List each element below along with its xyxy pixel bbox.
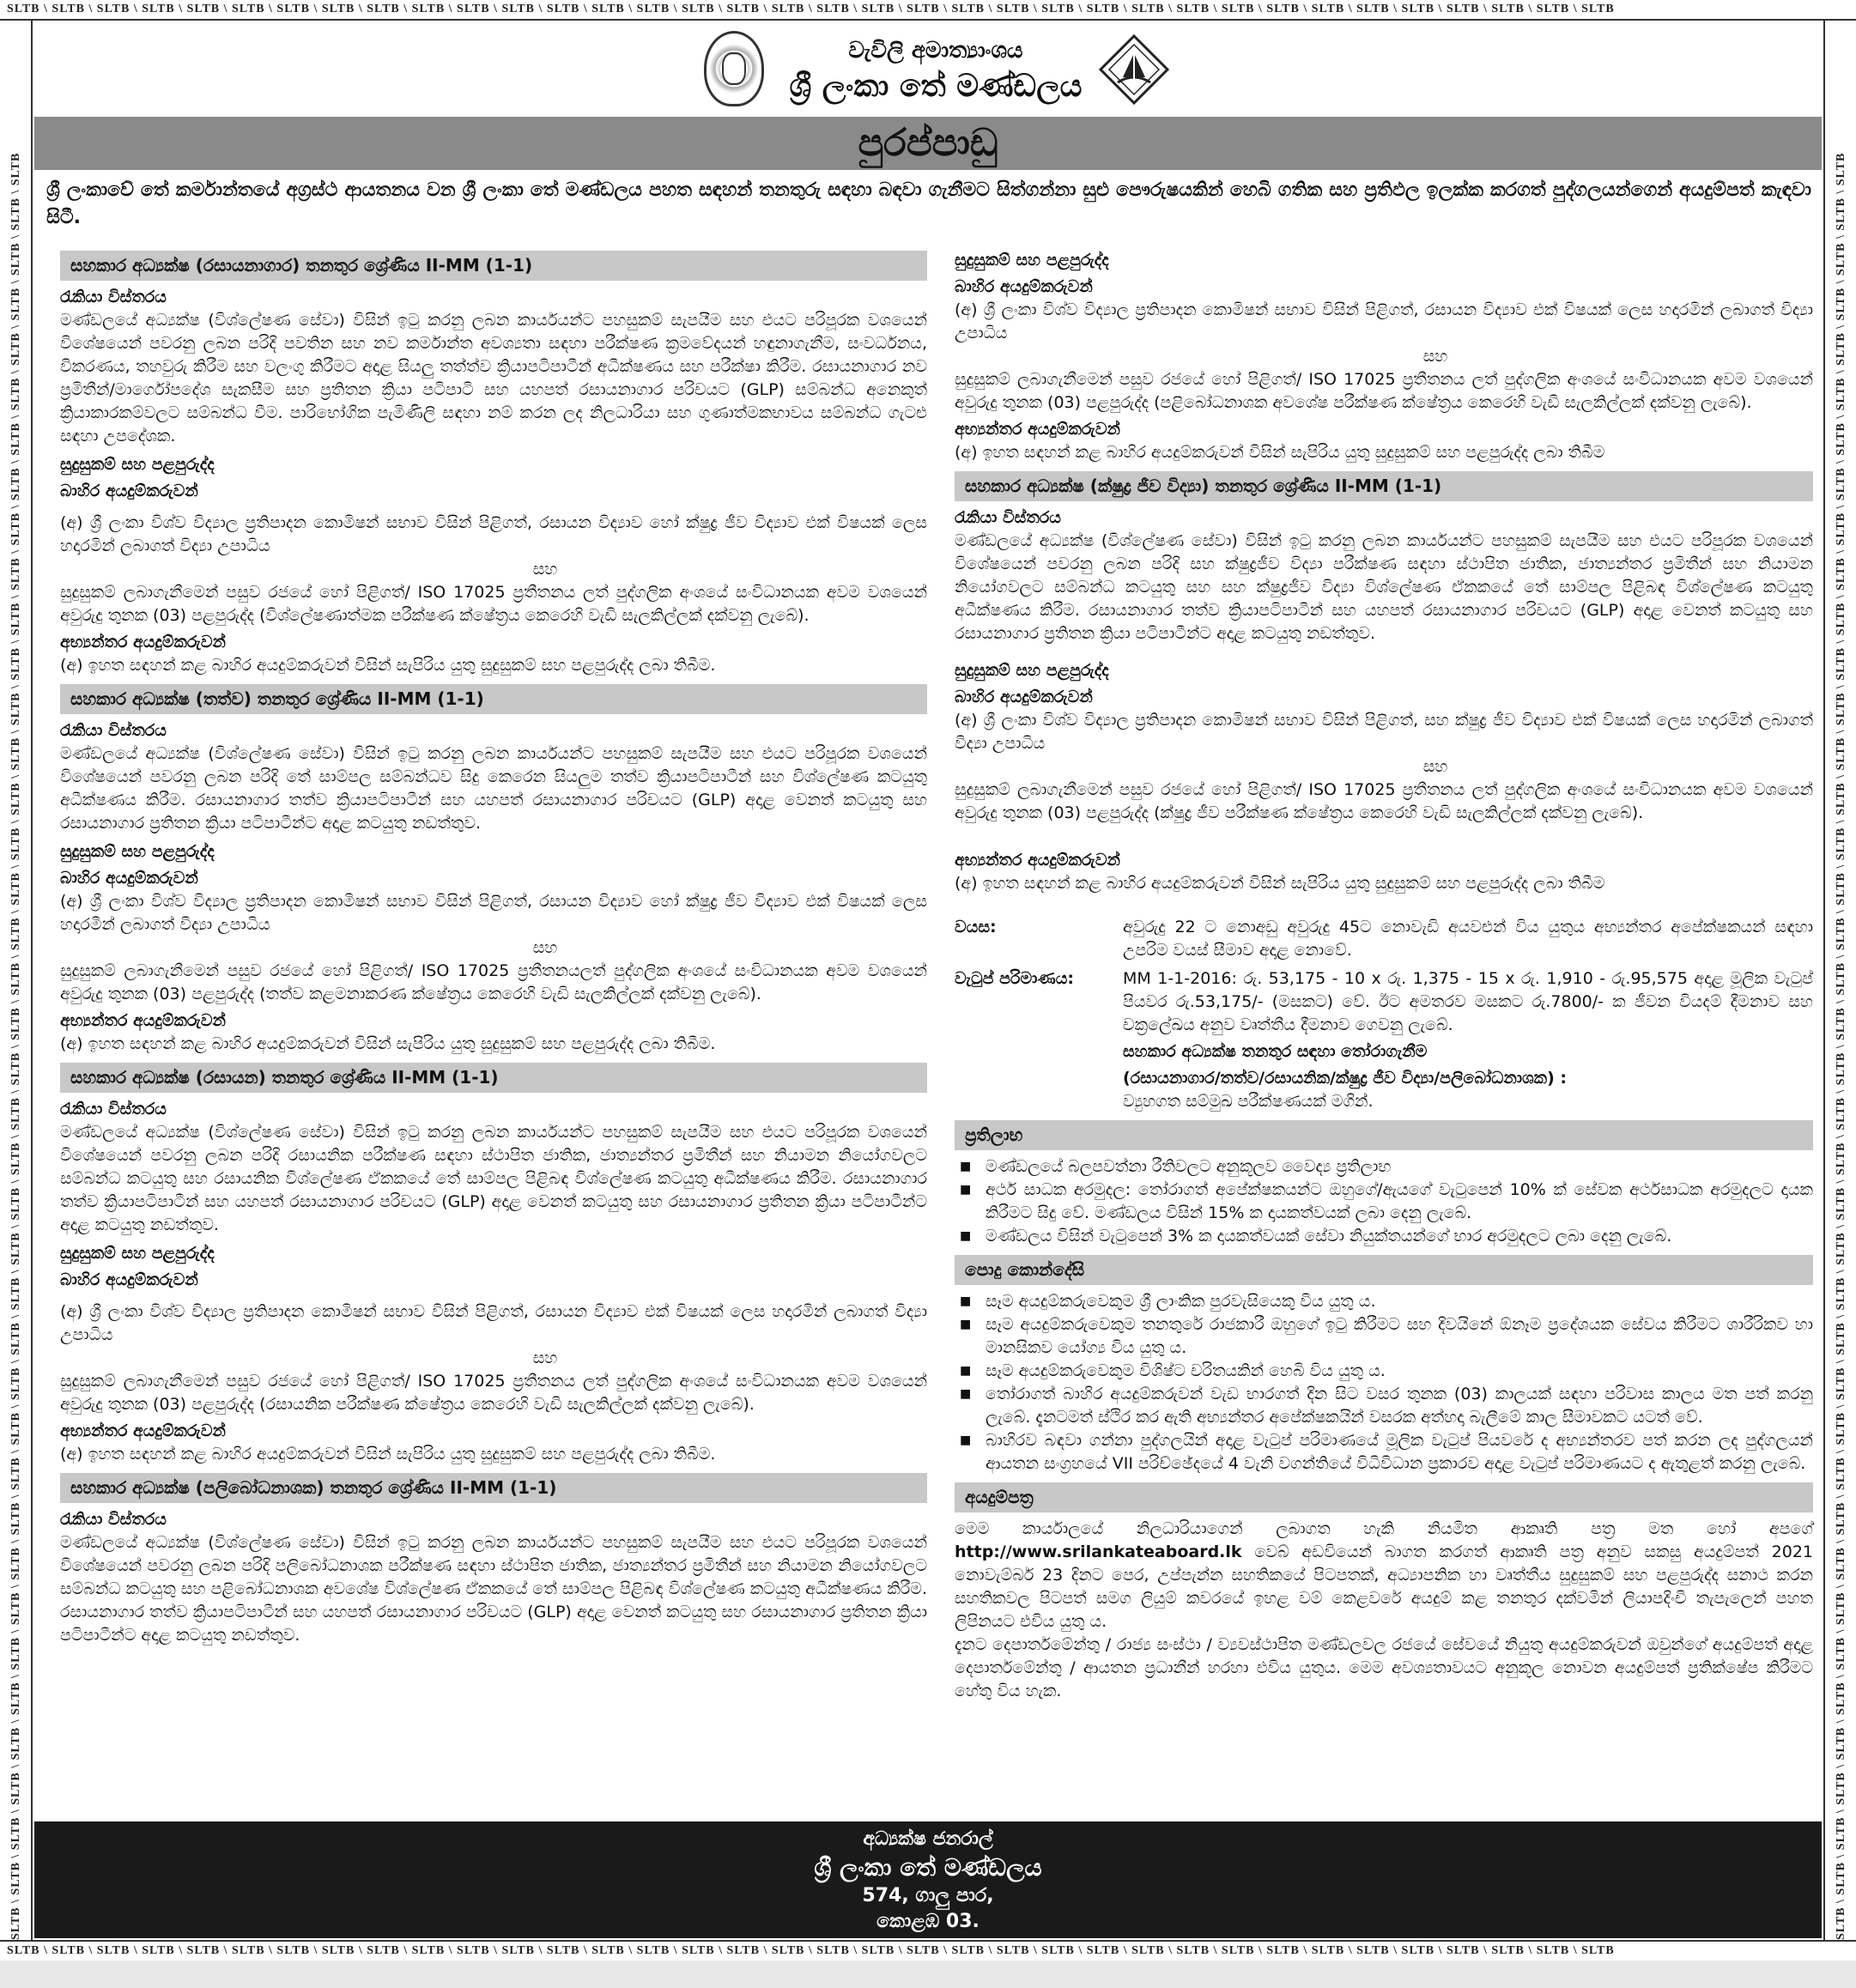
selection-block — [955, 1040, 1813, 1113]
post-lab-title: සහකාර අධ්‍යක්ෂ (රසායනාගාර) තනතුර ශ්‍රේණිය II-MM (1-1) — [60, 251, 927, 281]
left-column — [60, 244, 927, 1647]
and-label: සහ — [1422, 757, 1448, 776]
post-pest-ext-b: සුදුසුකම් ලබාගැනීමෙන් පසුව රජයේ හෝ පිළිගත්/ ISO 17025 ප්‍රතීතනය ලත් පුද්ගලික අංශයේ සංවිධානයක අවම වශයෙන් අවුරුදු තුනක (03) පළපුරුද්ද (පළිබෝධනාශක අවශේෂ පරීක්ෂණ ක්ෂේත්‍රය කෙරෙහි වැඩි සැලකිල්ලක් දක්වනු ලැබේ). — [955, 370, 1813, 412]
board-name: ශ්‍රී ලංකා තේ මණ්ඩලය — [789, 69, 1083, 104]
age-requirement — [955, 916, 1813, 962]
post-lab-ext-b: සුදුසුකම් ලබාගැනීමෙන් පසුව රජයේ හෝ පිළිගත්/ ISO 17025 ප්‍රතීතනය ලත් පුද්ගලික අංශයේ සංවිධානයක අවම වශයෙන් අවුරුදු තුනක (03) පළපුරුද්ද (විශ්ලේෂණාත්මක පරීක්ෂණ ක්ෂේත්‍රය කෙරෙහි වැඩි සැලකිල්ලක් දක්වනු ලැබේ). — [60, 583, 927, 625]
and-label: සහ — [532, 1349, 558, 1367]
post-lab-internal: (අ) ඉහත සඳහන් කළ බාහිර අයදුම්කරුවන් විසින් සැපිරිය යුතු සුදුසුකම් සහ පළපුරුද්ද ලබා තිබීම. — [60, 656, 716, 675]
title-banner — [34, 117, 1822, 170]
post-chem-title: සහකාර අධ්‍යක්ෂ (රසායන) තනතුර ශ්‍රේණිය II-MM (1-1) — [60, 1063, 927, 1093]
duties-heading: රැකියා විස්තරය — [60, 288, 167, 306]
border-left — [0, 21, 33, 1940]
external-heading: බාහිර අයදුම්කරුවන් — [60, 482, 198, 500]
duties-heading: රැකියා විස්තරය — [60, 1100, 167, 1118]
content — [34, 22, 1822, 1938]
application-paragraph-2: දැනට දෙපාර්තමේන්තු / රාජ්‍ය සංස්ථා / ව්‍යවස්ථාපිත මණ්ඩලවල රජයේ සේවයේ නියුතු අයදුම්කරුවන් ඔවුන්ගේ අයදුම්පත් අදාළ දෙපාර්තමේන්තු / ආයතන ප්‍රධානීන් හරහා එවිය යුතුය. මෙම අවශ්‍යතාවයට අනුකූල නොවන අයදුම්පත් ප්‍රතික්ෂේප කිරීමට හේතු විය හැක. — [955, 1635, 1813, 1700]
selection-title: සහකාර අධ්‍යක්ෂ තනතුර සඳහා තෝරාගැනීම — [1123, 1042, 1428, 1061]
benefit-item: ■ මණ්ඩලය විසින් වැටුපෙන් 3% ක දායකත්වයක් සේවා නියුක්තයන්ගේ භාර අරමුදලට ලබා දෙනු ලැබේ. — [955, 1225, 1813, 1248]
post-pest-duties: මණ්ඩලයේ අධ්‍යක්ෂ (විශ්ලේෂණ සේවා) විසින් ඉටු කරනු ලබන කාර්යයන්ට පහසුකම් සැපයීම සහ එයට පරිපූරක වශයෙන් විශේෂයෙන් පවරනු ලබන පරිදි පලිබෝධනාශක පරීක්ෂණ සඳහා ස්ථාපිත ජාතික, ජාත්‍යන්තර ප්‍රමිතීන් සහ නියාමන නියෝගවලට සම්බන්ධ කටයුතු සහ පළිබෝධනාශක අවශේෂ විශ්ලේෂණ ඒකකයේ තේ සාම්පල පිළිබඳ විශ්ලේෂණ කටයුතු අධීක්ෂණය කිරීම. රසායනාගාර තත්ව ක්‍රියාපටිපාටීන් සහ යහපත් රසායනාගාර පරිචයට (GLP) අදාළ වෙනත් කටයුතු සහ රසායනාගාර ප්‍රතිතන ක්‍රියා පටිපාටීන්ට අදාළ කටයුතු නඩත්තුව. — [60, 1533, 927, 1645]
external-heading: බාහිර අයදුම්කරුවන් — [60, 1270, 198, 1289]
external-heading: බාහිර අයදුම්කරුවන් — [955, 277, 1093, 296]
post-quality-ext-a: (අ) ශ්‍රී ලංකා විශ්ව විද්‍යාල ප්‍රතිපාදන කොමිෂන් සභාව විසින් පිළිගත්, රසායන විද්‍යාව හෝ ක්ෂුද්‍ර ජීව විද්‍යාව එක් විෂයක් ලෙස හදාරමින් ලබාගත් විද්‍යා උපාධිය — [60, 892, 927, 934]
condition-item: ■ සෑම අයදුම්කරුවෙකුම ශ්‍රී ලාංකික පුරවැසියෙකු විය යුතු ය. — [955, 1290, 1813, 1313]
and-label: සහ — [532, 560, 558, 579]
website-link[interactable]: http://www.srilankateaboard.lk — [955, 1543, 1242, 1561]
selection-method: ව්‍යුහගත සම්මුඛ පරීක්ෂණයක් මගින්. — [1123, 1092, 1374, 1111]
salary-text: MM 1-1-2016: රු. 53,175 - 10 x රු. 1,375 - 15 x රු. 1,910 - රු.95,575 අදාළ මූලික වැටුප් පියවර රු.53,175/- (මසකට) වේ. ඊට අමතරව මසකට රු.7800/- ක ජීවන වියදම් දීමනාව සහ චක්‍රලේඛය අනුව වෘත්තීය දීමනාව ගෙවනු ලැබේ. — [1123, 969, 1813, 1034]
bottom-band — [0, 1961, 1856, 1988]
post-quality-title: සහකාර අධ්‍යක්ෂ (තත්ව) තනතුර ශ්‍රේණිය II-MM (1-1) — [60, 684, 927, 714]
post-quality-duties: මණ්ඩලයේ අධ්‍යක්ෂ (විශ්ලේෂණ සේවා) විසින් ඉටු කරනු ලබන කාර්යයන්ට පහසුකම් සැපයීම සහ එයට පරිපූරක වශයෙන් විශේෂයෙන් පවරනු ලබන පරිදි තේ සාම්පල සම්බන්ධව සිදු කෙරෙන සියලුම තත්ව ක්‍රියාපටිපාටීන් සහ විශ්ලේෂණ කටයුතු අධීක්ෂණය කිරීම. රසායනාගාර තත්ව ක්‍රියාපටිපාටීන් සහ යහපත් රසායනාගාර පරිචයට (GLP) අදාළ වෙනත් කටයුතු සහ රසායනාගාර ප්‍රතිතන ක්‍රියා පටිපාටීන්ට අදාළ කටයුතු නඩත්තුව. — [60, 744, 927, 833]
tea-board-logo-icon — [1099, 34, 1169, 105]
pest-quals-heading: සුදුසුකම් සහ පළපුරුද්ද — [955, 251, 1109, 270]
conditions-title: පොදු කොන්දේසි — [955, 1255, 1813, 1285]
ministry-name: වැවිලි අමාත්‍යාංශය — [848, 38, 1023, 64]
condition-item: ■ සෑම අයදුම්කරුවෙකුම තනතුරේ රාජකාරී ඔහුගේ ඉටු කිරීමට සහ දිවයිනේ ඕනෑම ප්‍රදේශයක සේවය කිරීමට ශාරීරිකව හා මානසිකව යෝග්‍ය විය යුතු ය. — [955, 1313, 1813, 1360]
internal-heading: අභ්‍යන්තර අයදුම්කරුවන් — [60, 1421, 226, 1440]
internal-heading: අභ්‍යන්තර අයදුම්කරුවන් — [955, 851, 1120, 870]
post-chem-duties: මණ්ඩලයේ අධ්‍යක්ෂ (විශ්ලේෂණ සේවා) විසින් ඉටු කරනු ලබන කාර්යයන්ට පහසුකම් සැපයීම සහ එයට පරිපූරක වශයෙන් විශේෂයෙන් පවරනු ලබන පරිදි රසායනික පරීක්ෂණ සඳහා ස්ථාපිත ජාතික, ජාත්‍යන්තර ප්‍රමිතීන් සහ නියාමන නියෝගවලට සම්බන්ධ කටයුතු සහ රසායනික විශ්ලේෂණ ඒකකයේ තේ සාම්පල පිළිබඳ විශ්ලේෂණ කටයුතු අධීක්ෂණය කිරීම. රසායනාගාර තත්ව ක්‍රියාපටිපාටීන් සහ යහපත් රසායනාගාර පරිචයට (GLP) අදාළ වෙනත් කටයුතු සහ රසායනාගාර ප්‍රතිතන ක්‍රියා පටිපාටීන්ට අදාළ කටයුතු නඩත්තුව. — [60, 1123, 927, 1234]
post-chem-internal: (අ) ඉහත සඳහන් කළ බාහිර අයදුම්කරුවන් විසින් සැපිරිය යුතු සුදුසුකම් සහ පළපුරුද්ද ලබා තිබීම. — [60, 1445, 716, 1464]
post-pest-title: සහකාර අධ්‍යක්ෂ (පලිබෝධනාශක) තනතුර ශ්‍රේණිය II-MM (1-1) — [60, 1473, 927, 1503]
spacer — [60, 1292, 927, 1300]
application-text-a: මෙම කාර්යාලයේ නිලධාරියාගෙන් ලබාගත හැකි නියමිත ආකෘති පත්‍ර මත හෝ අපගේ — [955, 1519, 1813, 1538]
footer-address — [34, 1821, 1822, 1938]
post-lab-duties: මණ්ඩලයේ අධ්‍යක්ෂ (විශ්ලේෂණ සේවා) විසින් ඉටු කරනු ලබන කාර්යයන්ට පහසුකම් සැපයීම සහ එයට පරිපූරක වශයෙන් විශේෂයෙන් පවරනු ලබන පරිදි පවතින සහ නව කර්මාන්ත අවශ්‍යතා සඳහා පරීක්ෂණ ක්‍රමවේදයන් හඳුනාගැනීම, සංවර්ධනය, විකරණය, තහවුරු කිරීම සහ වලංගු කිරීමට අදාළ සියලු තත්ත්ව ක්‍රියාපටිපාටීන් අධීක්ෂණය සහ පරීක්ෂා කිරීම. රසායනාගාර නව ප්‍රමිතීන්/මාර්ගෝපදේශ සැකසීම සහ ප්‍රතිතන ක්‍රියා පටිපාටි සහ යහපත් රසායනාගාර පරිචයට (GLP) සම්බන්ධ අනෙකුත් ක්‍රියාකාරකම්වලට සම්බන්ධ වීම. පාරිභෝගික පැමිණිලි සඳහා නම් කරන ලද නිලධාරියා සහ ගුණාත්මකභාවය සම්බන්ධ ගැටළු සඳහා උපදේශක. — [60, 311, 927, 445]
benefits-title: ප්‍රතිලාභ — [955, 1120, 1813, 1150]
duties-heading: රැකියා විස්තරය — [60, 721, 167, 740]
spacer — [955, 825, 1813, 846]
post-pest-internal: (අ) ඉහත සඳහන් කළ බාහිර අයදුම්කරුවන් විසින් සැපිරිය යුතු සුදුසුකම් සහ පළපුරුද්ද ලබා තිබීම — [955, 443, 1605, 462]
border-bottom — [0, 1940, 1856, 1961]
and-label: සහ — [1422, 347, 1448, 366]
emblem-lion-icon — [722, 52, 746, 85]
quals-heading: සුදුසුකම් සහ පළපුරුද්ද — [60, 455, 215, 474]
and-label: සහ — [532, 938, 558, 957]
application-paragraph-1 — [955, 1518, 1813, 1633]
post-micro-ext-a: (අ) ශ්‍රී ලංකා විශ්ව විද්‍යාල ප්‍රතිපාදන කොමිෂන් සභාව විසින් පිළිගත්, සහ ක්ෂුද්‍ර ජීව විද්‍යාව එක් විෂයක් ලෙස හදාරමින් ලබාගත් විද්‍යා උපාධිය — [955, 711, 1813, 753]
external-heading: බාහිර අයදුම්කරුවන් — [60, 869, 198, 888]
condition-item: ■ බාහිරව බඳවා ගන්නා පුද්ගලයින් අදාළ වැටුප් පරිමාණයේ මූලික වැටුප් පියවරේ ද අභ්‍යන්තරව පත් කරන ලද පුද්ගලයන් ආයතන සංග්‍රහයේ VII පරිච්ඡේදයේ 4 වැනි වගන්තියේ විධිවිධාන ප්‍රකාරව අදාළ වැටුප් පරිමාණයට ද ඇතුළත් කරනු ලැබේ. — [955, 1429, 1813, 1476]
post-chem-ext-a: (අ) ශ්‍රී ලංකා විශ්ව විද්‍යාල ප්‍රතිපාදන කොමිෂන් සභාව විසින් පිළිගත්, රසායන විද්‍යාව එක් විෂයක් ලෙස හදාරමින් ලබාගත් විද්‍යා උපාධිය — [60, 1302, 927, 1344]
spacer — [955, 645, 1813, 654]
external-heading: බාහිර අයදුම්කරුවන් — [955, 688, 1093, 706]
intro-paragraph: ශ්‍රී ලංකාවේ තේ කර්මාන්තයේ අග්‍රස්ථ ආයතනය වන ශ්‍රී ලංකා තේ මණ්ඩලය පහත සඳහන් තනතුරු සඳහා බඳවා ගැනීමට සිත්ගන්නා සුළු පෞරුෂයකින් හෙබි ගතික සහ ප්‍රතිඵල ඉලක්ක කරගත් පුද්ගලයන්ගෙන් අයදුම්පත් කැඳවා සිටී. — [46, 179, 1811, 228]
salary-label: වැටුප් පරිමාණය: — [955, 969, 1074, 988]
post-micro-duties: මණ්ඩලයේ අධ්‍යක්ෂ (විශ්ලේෂණ සේවා) විසින් ඉටු කරනු ලබන කාර්යයන්ට පහසුකම් සැපයීම සහ එයට පරිපූරක වශයෙන් විශේෂයෙන් පවරනු ලබන පරිදි සහ ක්ෂුද්‍රජීව විද්‍යා පරීක්ෂණ සඳහා ස්ථාපිත ජාතික, ජාත්‍යන්තර ප්‍රමිතීන් සහ නියාමන නියෝගවලට සම්බන්ධ කටයුතු සහ සහ ක්ෂුද්‍රජීව විද්‍යා විශ්ලේෂණ ඒකකයේ තේ සාම්පල පිළිබඳ විශ්ලේෂණ කටයුතු අධීක්ෂණය කිරීම. රසායනාගාර තත්ව ක්‍රියාපටිපාටීන් සහ යහපත් රසායනාගාර පරිචයට (GLP) අදාළ වෙනත් කටයුතු සහ රසායනාගාර ප්‍රතිතන ක්‍රියා පටිපාටීන්ට අදාළ කටයුතු නඩත්තුව. — [955, 531, 1813, 643]
duties-heading: රැකියා විස්තරය — [955, 508, 1061, 527]
benefit-item: ■ මණ්ඩලයේ බලපවත්නා රීතිවලට අනුකූලව වෛද්‍ය ප්‍රතිලාභ — [955, 1155, 1813, 1179]
age-label: වයස: — [955, 918, 997, 936]
header — [34, 22, 1822, 115]
condition-item: ■ සෑම අයදුම්කරුවෙකුම විශිෂ්ට චරිතයකින් හෙබි විය යුතු ය. — [955, 1360, 1813, 1383]
border-right — [1823, 21, 1856, 1940]
border-top-text: SLTB \ SLTB \ SLTB \ SLTB \ SLTB \ SLTB \ SLTB \ SLTB \ SLTB \ SLTB \ SLTB \ SLTB \ SLTB \ SLTB \ SLTB \ SLTB \ SLTB \ SLTB \ SLTB \ SLTB \ SLTB \ SLTB \ SLTB \ SLTB \ SLTB \ SLTB \ SLTB \ SLTB \ SLTB \ SLTB \ SLTB \ SLTB \ SLTB \ SLTB \ SLTB \ SLTB — [7, 3, 1615, 15]
border-top — [0, 0, 1856, 21]
post-chem-ext-b: සුදුසුකම් ලබාගැනීමෙන් පසුව රජයේ හෝ පිළිගත්/ ISO 17025 ප්‍රතීතනය ලත් පුද්ගලික අංශයේ සංවිධානයක අවම වශයෙන් අවුරුදු තුනක (03) පළපුරුද්ද (රසායනික පරීක්ෂණ ක්ෂේත්‍රය කෙරෙහි වැඩි සැලකිල්ලක් දක්වනු ලැබේ). — [60, 1372, 927, 1414]
duties-heading: රැකියා විස්තරය — [60, 1510, 167, 1529]
post-micro-internal: (අ) ඉහත සඳහන් කළ බාහිර අයදුම්කරුවන් විසින් සැපිරිය යුතු සුදුසුකම් සහ පළපුරුද්ද ලබා තිබීම — [955, 874, 1605, 893]
post-pest-ext-a: (අ) ශ්‍රී ලංකා විශ්ව විද්‍යාල ප්‍රතිපාදන කොමිෂන් සභාව විසින් පිළිගත්, රසායන විද්‍යාව එක් විෂයක් ලෙස හදාරමින් ලබාගත් විද්‍යා උපාධිය — [955, 300, 1813, 342]
selection-sub: (රසායනාගාර/තත්ව/රසායනික/ක්ෂුද්‍ර ජීව විද්‍යා/පලිබෝධනාශක) : — [1123, 1069, 1567, 1088]
internal-heading: අභ්‍යන්තර අයදුම්කරුවන් — [60, 1011, 226, 1030]
post-quality-ext-b: සුදුසුකම් ලබාගැනීමෙන් පසුව රජයේ හෝ පිළිගත්/ ISO 17025 ප්‍රතීතනයලත් පුද්ගලික අංශයේ සංවිධානයක අවම වශයෙන් අවුරුදු තුනක (03) පළපුරුද්ද (තත්ව කළමනාකරණ ක්ෂේත්‍රය කෙරෙහි වැඩි සැලකිල්ලක් දක්වනු ලැබේ). — [60, 961, 927, 1003]
post-quality-internal: (අ) ඉහත සඳහන් කළ බාහිර අයදුම්කරුවන් විසින් සැපිරිය යුතු සුදුසුකම් සහ පළපුරුද්ද ලබා තිබීම. — [60, 1034, 716, 1053]
banner-title: පුරප්පාඩු — [858, 121, 998, 165]
footer-line-4: කොළඹ 03. — [876, 1911, 980, 1932]
age-text: අවුරුදු 22 ට නොඅඩු අවුරුදු 45ට නොවැඩි අයවළුන් විය යුතුය අභ්‍යන්තර අපේක්ෂකයන් සඳහා උපරිම වයස් සීමාව අදාළ නොවේ. — [1123, 918, 1813, 960]
post-lab-ext-a: (අ) ශ්‍රී ලංකා විශ්ව විද්‍යාල ප්‍රතිපාදන කොමිෂන් සභාව විසින් පිළිගත්, රසායන විද්‍යාව හෝ ක්ෂුද්‍ර ජීව විද්‍යාව එක් විෂයක් ලෙස හදාරමින් ලබාගත් විද්‍යා උපාධිය — [60, 513, 927, 555]
benefit-item: ■ අර්ථ සාධක අරමුදල: තෝරාගත් අපේක්ෂකයන්ට ඔහුගේ/ඇයගේ වැටුපෙන් 10% ක් සේවක අර්ථසාධක අරමුදලට දායක කිරීමට සිදු වේ. මණ්ඩලය විසින් 15% ක දායකත්වයක් ලබා දෙනු ලැබේ. — [955, 1179, 1813, 1225]
condition-item: ■ තෝරාගත් බාහිර අයදුම්කරුවන් වැඩ භාරගත් දින සිට වසර තුනක (03) කාලයක් සඳහා පරිවාස කාලය මත පත් කරනු ලැබේ. දැනටමත් ස්ථිර කර ඇති අභ්‍යන්තර අපේක්ෂකයින් වසරක අත්හදා බැලීමේ කාල සීමාවකට යටත් වේ. — [955, 1383, 1813, 1429]
quals-heading: සුදුසුකම් සහ පළපුරුද්ද — [955, 661, 1109, 680]
post-micro-title: සහකාර අධ්‍යක්ෂ (ක්ෂුද්‍ර ජීව විද්‍යා) තනතුර ශ්‍රේණිය II-MM (1-1) — [955, 471, 1813, 501]
application-text-b: වෙබ් අඩවියෙන් බාගත කරගත් ආකෘති පත්‍ර අනුව සකසු අයදුම්පත් 2021 නොවැම්බර් 23 දිනට පෙර, උප්පැන්න සහතිකයේ පිටපතක්, අධ්‍යාපනික හා වෘත්තීය සුදුසුකම් සහ පළපුරුද්ද සනාථ කරන සහතිකවල පිටපත් සමග ලියුම් කවරයේ ඉහළ වම් කෙළවරේ අයදුම් කළ තනතුර දක්වමින් ලියාපදිංචි තැපැලෙන් පහත ලිපිනයට එවිය යුතු ය. — [955, 1543, 1813, 1631]
application-title: අයදුම්පත්‍ර — [955, 1482, 1813, 1512]
border-bottom-text: SLTB \ SLTB \ SLTB \ SLTB \ SLTB \ SLTB \ SLTB \ SLTB \ SLTB \ SLTB \ SLTB \ SLTB \ SLTB \ SLTB \ SLTB \ SLTB \ SLTB \ SLTB \ SLTB \ SLTB \ SLTB \ SLTB \ SLTB \ SLTB \ SLTB \ SLTB \ SLTB \ SLTB \ SLTB \ SLTB \ SLTB \ SLTB \ SLTB \ SLTB \ SLTB \ SLTB — [7, 1944, 1615, 1957]
footer-line-3: 574, ගාලු පාර, — [862, 1885, 994, 1906]
internal-heading: අභ්‍යන්තර අයදුම්කරුවන් — [955, 420, 1120, 439]
quals-heading: සුදුසුකම් සහ පළපුරුද්ද — [60, 842, 215, 861]
border-left-text: SLTB \ SLTB \ SLTB \ SLTB \ SLTB \ SLTB \ SLTB \ SLTB \ SLTB \ SLTB \ SLTB \ SLTB \ SLTB \ SLTB \ SLTB \ SLTB \ SLTB \ SLTB \ SLTB \ SLTB \ SLTB \ SLTB \ SLTB \ SLTB \ SLTB \ SLTB \ SLTB \ SLTB \ SLTB \ SLTB \ SLTB \ SLTB \ SLTB \ SLTB \ SLTB \ SLTB \ SLTB \ SLTB \ SLTB \ SLTB — [9, 152, 22, 1940]
right-column — [955, 244, 1813, 1703]
footer-line-2: ශ්‍රී ලංකා තේ මණ්ඩලය — [814, 1853, 1042, 1882]
footer-line-1: අධ්‍යක්ෂ ජනරාල් — [863, 1828, 993, 1850]
spacer — [60, 503, 927, 512]
internal-heading: අභ්‍යන්තර අයදුම්කරුවන් — [60, 633, 226, 652]
national-emblem-icon — [704, 31, 764, 106]
quals-heading: සුදුසුකම් සහ පළපුරුද්ද — [60, 1244, 215, 1263]
border-right-text: SLTB \ SLTB \ SLTB \ SLTB \ SLTB \ SLTB \ SLTB \ SLTB \ SLTB \ SLTB \ SLTB \ SLTB \ SLTB \ SLTB \ SLTB \ SLTB \ SLTB \ SLTB \ SLTB \ SLTB \ SLTB \ SLTB \ SLTB \ SLTB \ SLTB \ SLTB \ SLTB \ SLTB \ SLTB \ SLTB \ SLTB \ SLTB \ SLTB \ SLTB \ SLTB \ SLTB \ SLTB \ SLTB \ SLTB \ SLTB — [1835, 152, 1847, 1940]
spacer — [955, 895, 1813, 916]
post-micro-ext-b: සුදුසුකම් ලබාගැනීමෙන් පසුව රජයේ හෝ පිළිගත්/ ISO 17025 ප්‍රතීතනය ලත් පුද්ගලික අංශයේ සංවිධානයක අවම වශයෙන් අවුරුදු තුනක (03) පළපුරුද්ද (ක්ෂුද්‍ර ජීව පරීක්ෂණ ක්ෂේත්‍රය කෙරෙහි වැඩි සැලකිල්ලක් දක්වනු ලැබේ). — [955, 780, 1813, 822]
salary-scale — [955, 967, 1813, 1037]
